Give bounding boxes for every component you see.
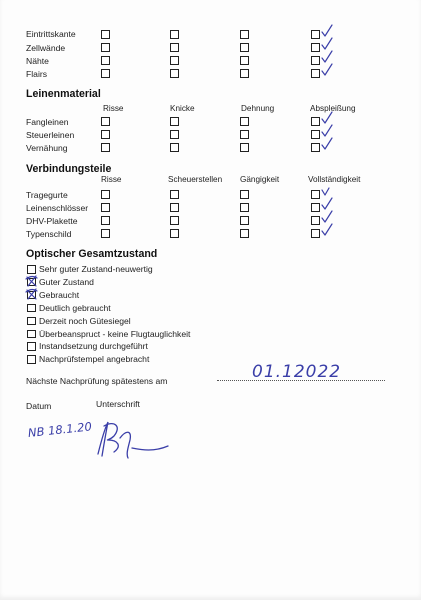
condition-checkbox[interactable] [27,330,36,339]
condition-option-label: Guter Zustand [39,276,94,287]
column-header: Risse [103,104,124,113]
section-title-leinenmaterial: Leinenmaterial [26,88,101,100]
checkbox[interactable] [311,203,320,212]
handwritten-checkmark-icon [321,25,333,37]
condition-option-label: Instandsetzung durchgeführt [39,341,148,352]
checkbox[interactable] [101,130,110,139]
row-label: Nähte [26,56,49,66]
checkbox[interactable] [101,229,110,238]
condition-option-label: Derzeit noch Gütesiegel [39,315,131,326]
checkbox[interactable] [240,216,249,225]
checkbox[interactable] [170,30,179,39]
section-title-verbindungsteile: Verbindungsteile [26,163,112,175]
condition-checkbox[interactable] [27,355,36,364]
checkbox[interactable] [170,130,179,139]
checkbox[interactable] [101,117,110,126]
checkbox[interactable] [240,117,249,126]
checkbox[interactable] [101,30,110,39]
checkbox[interactable] [170,69,179,78]
handwritten-checkmark-icon [321,224,333,236]
handwritten-checkmark-icon [321,38,333,50]
checkbox[interactable] [240,69,249,78]
next-check-handwritten-date: 01.12022 [252,362,342,382]
row-label: Leinenschlösser [26,203,89,213]
checkbox[interactable] [101,43,110,52]
handwritten-signature [92,418,172,463]
handwritten-checkmark-icon [321,112,333,124]
handwritten-checkmark-icon [321,138,333,150]
row-label: Typenschild [26,229,72,239]
column-header: Knicke [170,104,195,113]
checkbox[interactable] [240,229,249,238]
checkbox[interactable] [101,190,110,199]
column-header: Dehnung [241,104,275,113]
checkbox[interactable] [311,117,320,126]
checkbox[interactable] [311,190,320,199]
checkbox[interactable] [311,69,320,78]
checkbox[interactable] [170,216,179,225]
checkbox[interactable] [240,30,249,39]
row-label: Steuerleinen [26,130,75,140]
checkbox[interactable] [170,203,179,212]
condition-option-label: Deutlich gebraucht [39,302,111,313]
handwritten-checkmark-icon [321,198,333,210]
checkbox[interactable] [311,143,320,152]
handwritten-checkmark-icon [321,64,333,76]
row-label: Tragegurte [26,190,68,200]
handwritten-checkmark-icon [321,125,333,137]
column-header: Vollständigkeit [308,175,361,184]
handwritten-checkmark-icon [321,211,333,223]
checkbox[interactable] [170,117,179,126]
checkbox[interactable] [101,143,110,152]
handwritten-checkmark-icon [321,51,333,63]
checkbox[interactable] [311,229,320,238]
column-header: Scheuerstellen [168,175,223,184]
checkbox[interactable] [311,216,320,225]
checkbox[interactable] [240,190,249,199]
row-label: Vernähung [26,143,68,153]
section-title-optischer-gesamtzustand: Optischer Gesamtzustand [26,248,158,260]
checkbox[interactable] [240,56,249,65]
column-header: Gängigkeit [240,175,280,184]
checkbox[interactable] [101,216,110,225]
handwritten-cross-mark-icon [26,275,38,287]
condition-checkbox[interactable] [27,304,36,313]
checkbox[interactable] [240,203,249,212]
column-header: Risse [101,175,122,184]
row-label: Fangleinen [26,117,69,127]
row-label: Eintrittskante [26,29,76,39]
checkbox[interactable] [311,130,320,139]
condition-option-label: Gebraucht [39,289,80,300]
datum-label: Datum [26,401,52,411]
row-label: Zellwände [26,43,66,53]
checkbox[interactable] [170,229,179,238]
condition-option-label: Überbeanspruct - keine Flugtauglichkeit [39,328,191,339]
checkbox[interactable] [170,43,179,52]
checkbox[interactable] [240,130,249,139]
signature-handwritten-date: NB 18.1.20 [27,419,93,440]
checkbox[interactable] [240,143,249,152]
checkbox[interactable] [311,56,320,65]
column-header: Abspleißung [310,104,356,113]
checkbox[interactable] [101,69,110,78]
condition-checkbox[interactable] [27,317,36,326]
checkbox[interactable] [101,56,110,65]
checkbox[interactable] [170,190,179,199]
checkbox[interactable] [311,43,320,52]
checkbox[interactable] [240,43,249,52]
checkbox[interactable] [101,203,110,212]
unterschrift-label: Unterschrift [96,399,140,409]
checkbox[interactable] [170,143,179,152]
checkbox[interactable] [170,56,179,65]
condition-option-label: Nachprüfstempel angebracht [39,354,150,365]
handwritten-checkmark-icon [321,185,333,197]
handwritten-cross-mark-icon [26,288,38,300]
condition-checkbox[interactable] [27,265,36,274]
next-check-label: Nächste Nachprüfung spätestens am [26,376,168,386]
row-label: DHV-Plakette [26,216,78,226]
condition-option-label: Sehr guter Zustand-neuwertig [39,264,153,274]
condition-checkbox[interactable] [27,342,36,351]
row-label: Flairs [26,69,48,79]
checkbox[interactable] [311,30,320,39]
